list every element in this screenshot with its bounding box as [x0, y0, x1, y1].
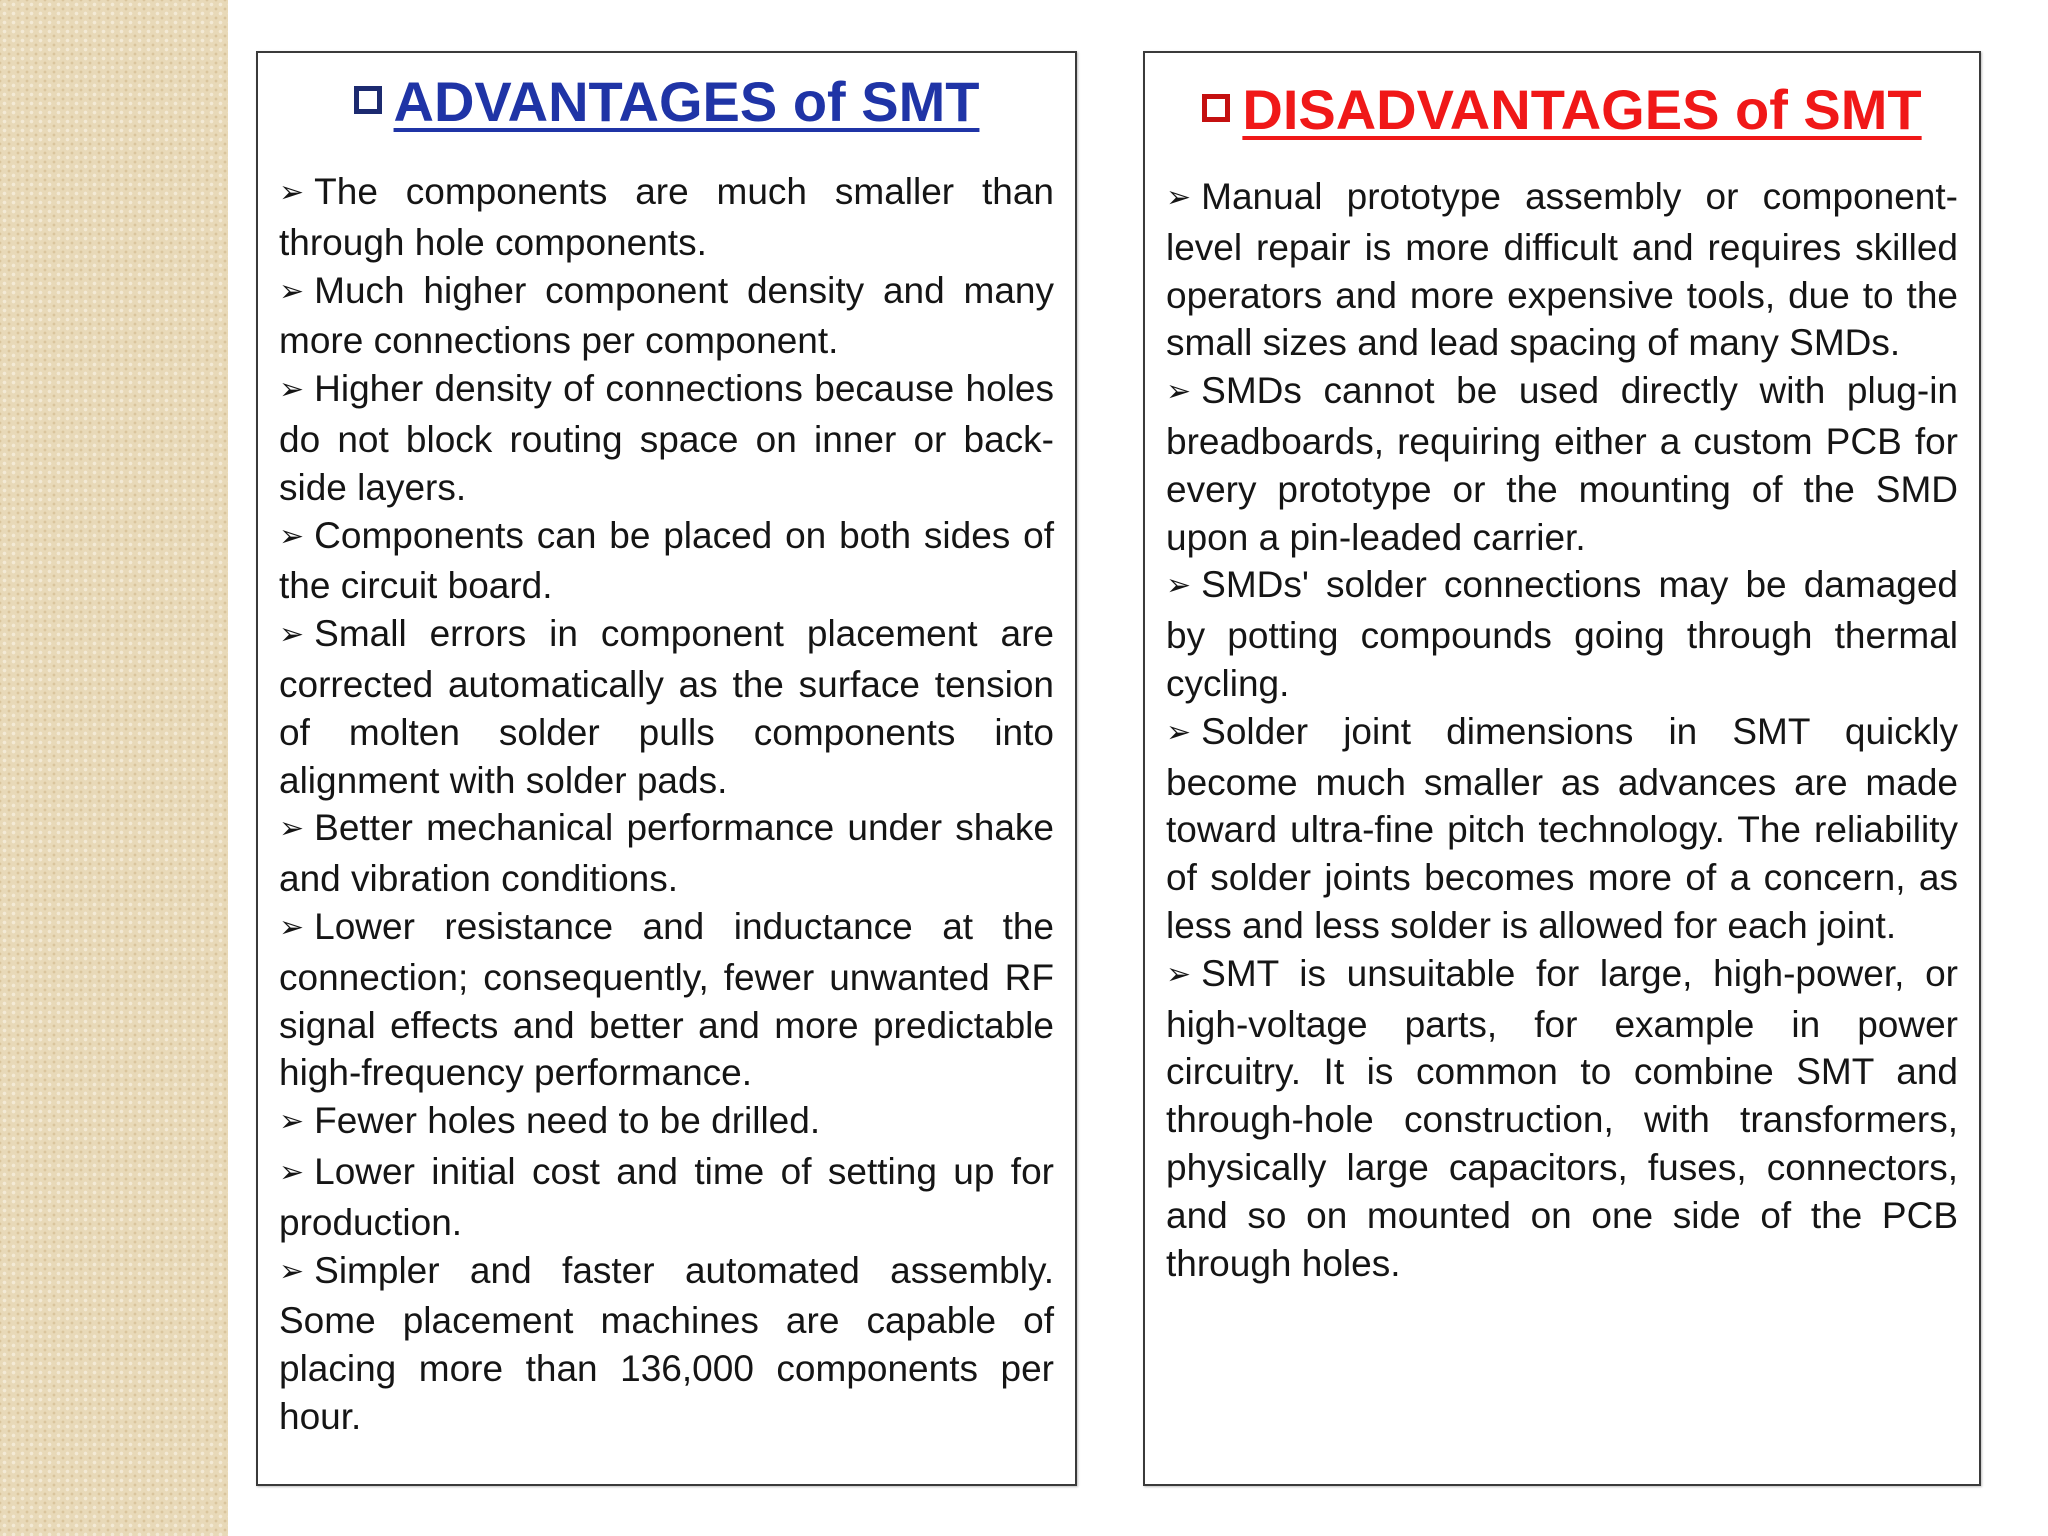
arrow-bullet-icon: ➢: [1166, 375, 1192, 409]
checkbox-icon: [1202, 94, 1230, 122]
list-item: ➢ The components are much smaller than through hole components.: [279, 171, 1054, 263]
disadvantages-title: DISADVANTAGES of SMT: [1242, 78, 1922, 141]
arrow-bullet-icon: ➢: [279, 176, 305, 209]
advantages-list: [279, 168, 1054, 1441]
arrow-bullet-icon: ➢: [1166, 181, 1192, 214]
arrow-bullet-icon: ➢: [279, 1105, 305, 1139]
list-item: ➢ Much higher component density and many more connections per component.: [279, 269, 1054, 362]
advantages-panel: [256, 51, 1077, 1486]
arrow-bullet-icon: ➢: [279, 274, 305, 308]
list-item: ➢ SMDs' solder connections may be damaged by potting compounds going through thermal cycling.: [1166, 564, 1958, 704]
checkbox-icon: [354, 86, 382, 114]
list-item: ➢ Lower initial cost and time of setting up for production.: [279, 1150, 1054, 1243]
list-item: ➢ Small errors in component placement are corrected automatically as the surface tension of molten solder pulls components into alignment with solder pads.: [279, 613, 1054, 801]
list-item: ➢ SMT is unsuitable for large, high-power, or high-voltage parts, for example in power circuitry. It is common to combine SMT and through-hole construction, with transformers, physically large capacitors, fuses, connectors, and so on mounted on one side of the PCB through holes.: [1166, 952, 1958, 1284]
list-item: ➢ SMDs cannot be used directly with plug-in breadboards, requiring either a custom PCB for every prototype or the mounting of the SMD upon a pin-leaded carrier.: [1166, 370, 1958, 558]
disadvantages-list: [1166, 173, 1958, 1287]
disadvantages-panel: [1143, 51, 1981, 1486]
list-item: ➢ Lower resistance and inductance at the connection; consequently, fewer unwanted RF signal effects and better and more predictable high-frequency performance.: [279, 905, 1054, 1094]
advantages-heading: [279, 69, 1054, 135]
list-item: ➢ Simpler and faster automated assembly. Some placement machines are capable of placing more than 136,000 components per hour.: [279, 1249, 1054, 1437]
arrow-bullet-icon: ➢: [279, 618, 305, 652]
arrow-bullet-icon: ➢: [279, 1155, 305, 1189]
list-item: ➢ Manual prototype assembly or component-level repair is more difficult and requires skilled operators and more expensive tools, due to the small sizes and lead spacing of many SMDs.: [1166, 176, 1958, 364]
arrow-bullet-icon: ➢: [279, 910, 305, 944]
advantages-title: ADVANTAGES of SMT: [393, 70, 980, 133]
list-item: ➢ Higher density of connections because holes do not block routing space on inner or back-side layers.: [279, 368, 1054, 508]
list-item: ➢ Fewer holes need to be drilled.: [279, 1100, 821, 1142]
arrow-bullet-icon: ➢: [1166, 957, 1192, 991]
disadvantages-heading: [1166, 77, 1958, 143]
list-item: ➢ Better mechanical performance under shake and vibration conditions.: [279, 807, 1054, 900]
arrow-bullet-icon: ➢: [279, 519, 305, 553]
arrow-bullet-icon: ➢: [1166, 715, 1192, 749]
list-item: ➢ Solder joint dimensions in SMT quickly become much smaller as advances are made toward ultra-fine pitch technology. The reliability of solder joints becomes more of a concern, as less and less solder is allowed for each joint.: [1166, 710, 1958, 946]
arrow-bullet-icon: ➢: [279, 373, 305, 407]
arrow-bullet-icon: ➢: [1166, 569, 1192, 603]
list-item: ➢ Components can be placed on both sides of the circuit board.: [279, 514, 1054, 607]
arrow-bullet-icon: ➢: [279, 812, 305, 846]
arrow-bullet-icon: ➢: [279, 1254, 305, 1288]
decorative-sidebar: [0, 0, 228, 1536]
